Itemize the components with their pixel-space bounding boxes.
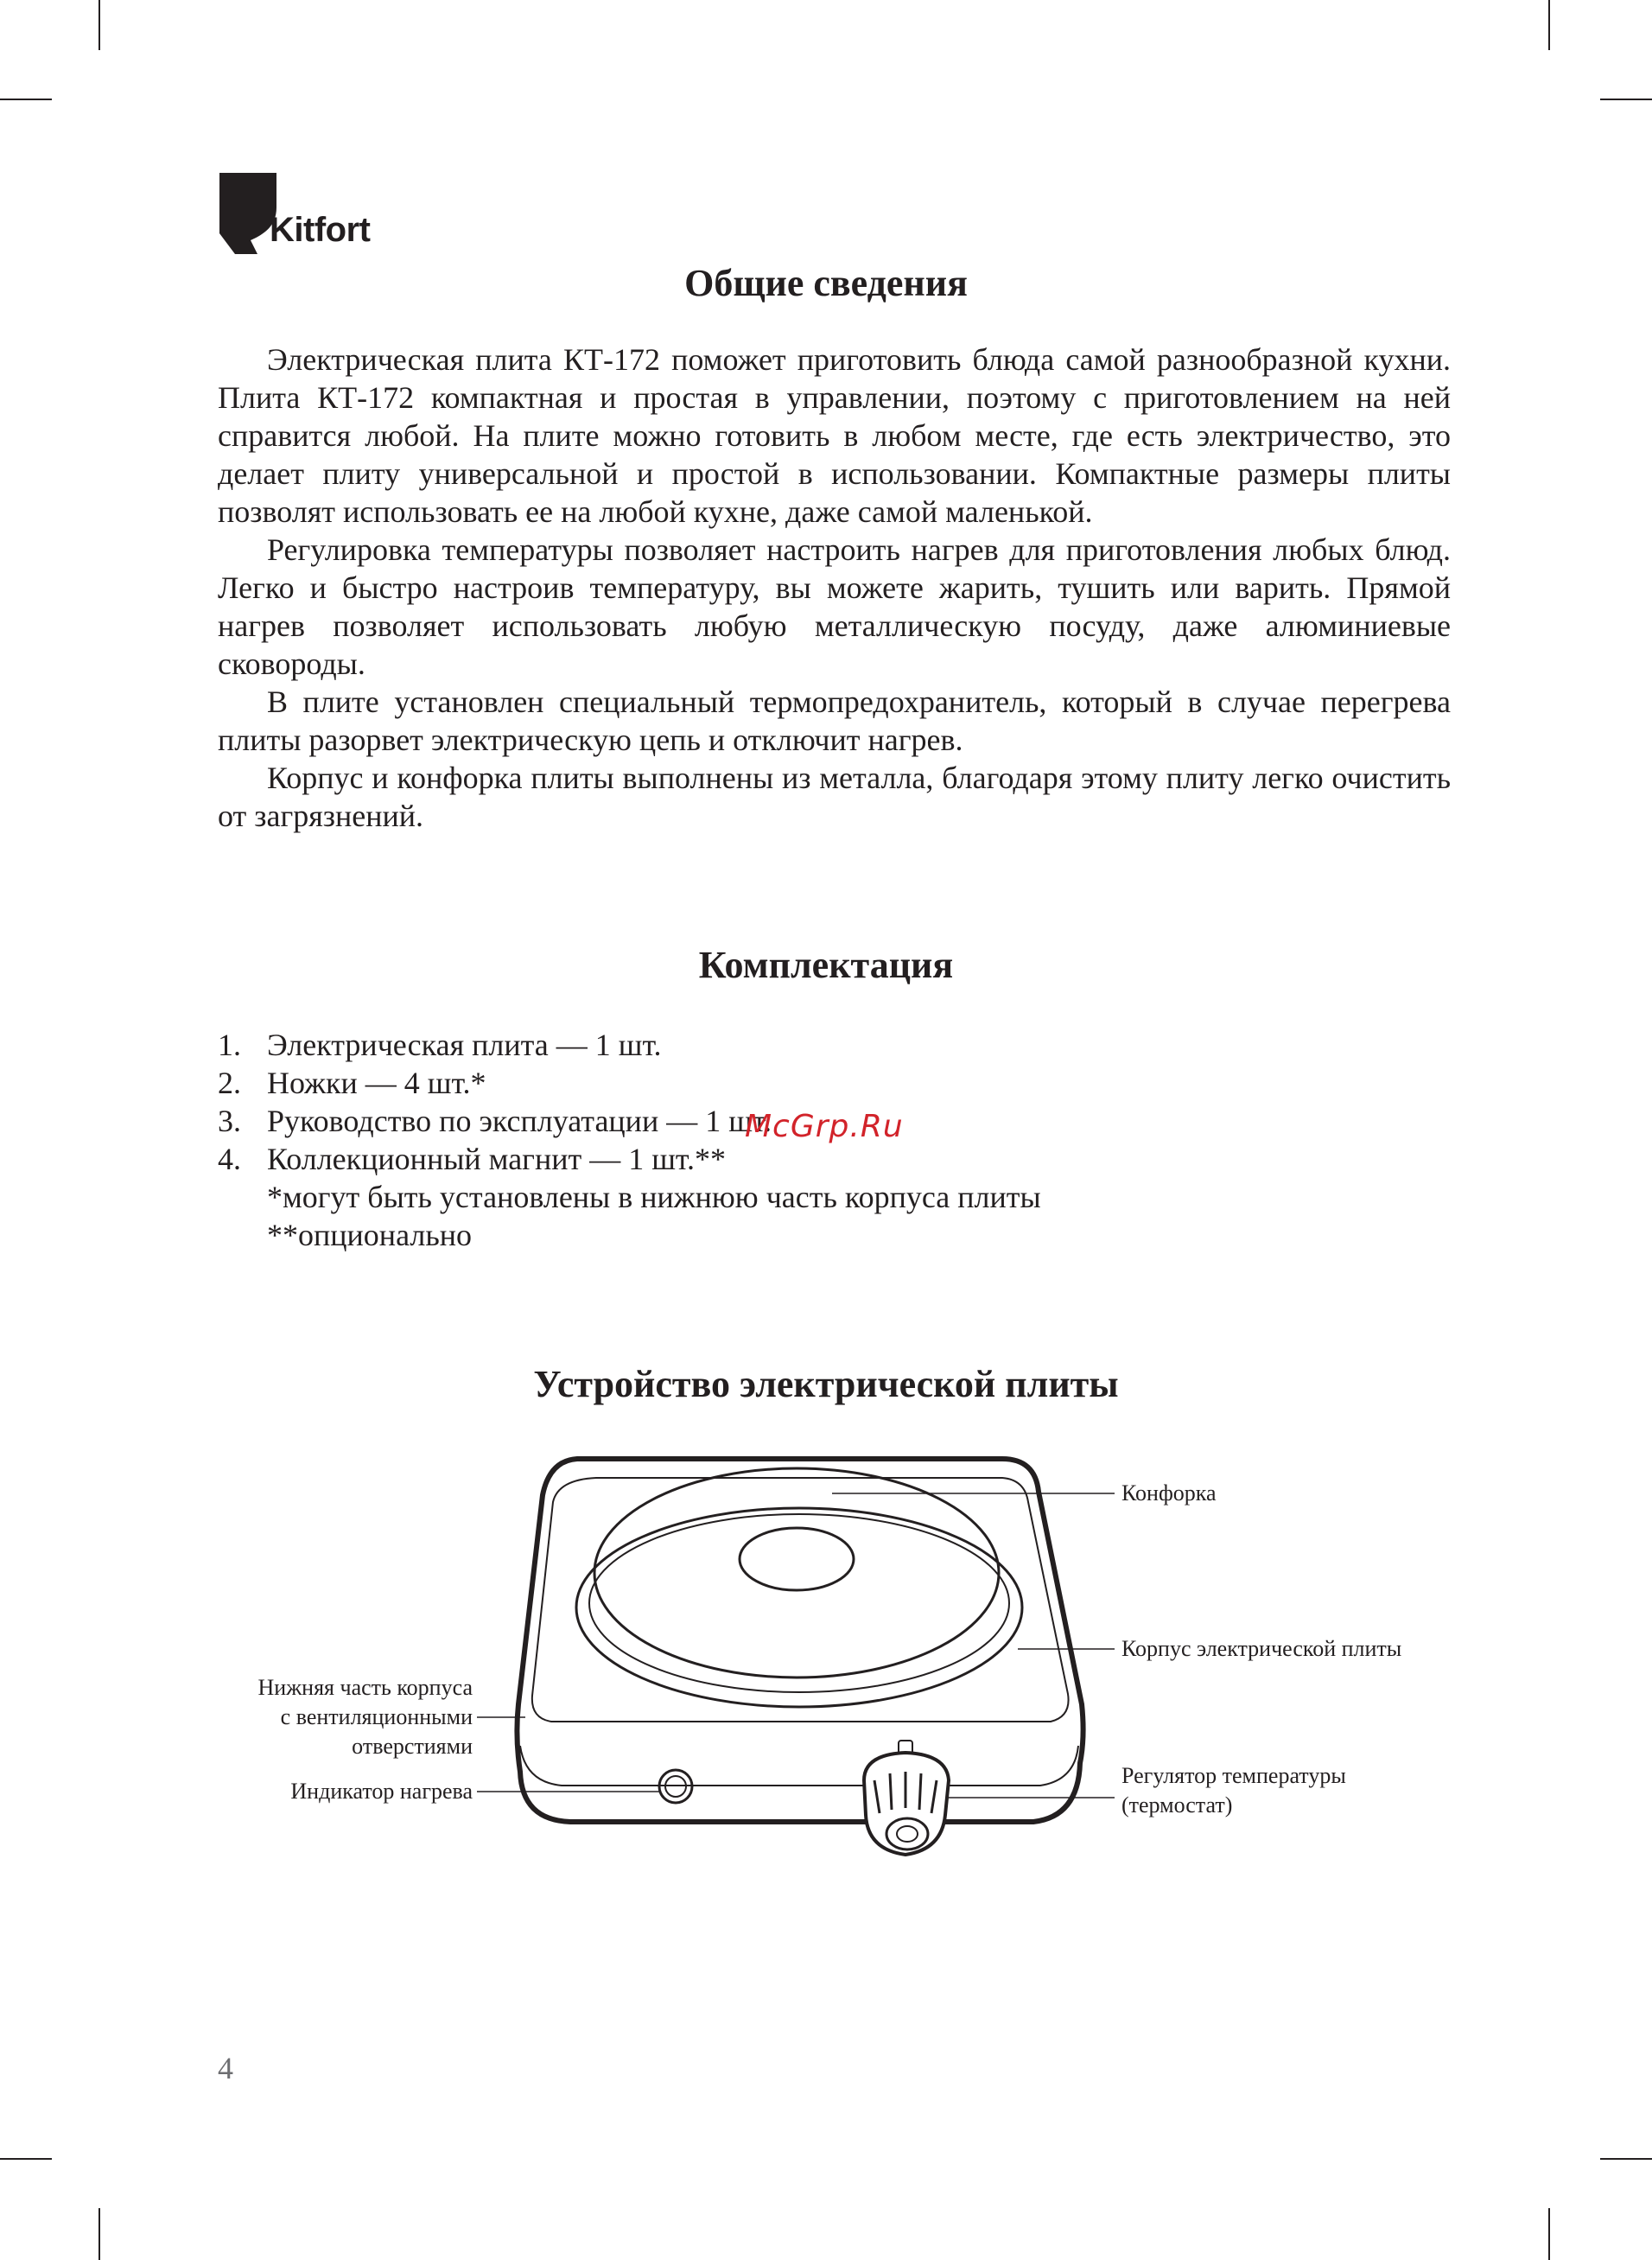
list-item-text: Коллекционный магнит — 1 шт.**	[267, 1142, 726, 1176]
list-item-number: 4.	[218, 1142, 241, 1176]
list-item-text: Руководство по эксплуатации — 1 шт.	[267, 1104, 772, 1138]
label-line: отверстиями	[352, 1734, 473, 1759]
burner-ring	[589, 1514, 1009, 1692]
watermark: McGrp.Ru	[745, 1109, 904, 1144]
crop-mark	[0, 2158, 52, 2160]
list-item-text: Ножки — 4 шт.*	[267, 1066, 486, 1100]
list-item	[218, 1140, 1341, 1178]
general-body	[218, 341, 1451, 835]
crop-mark	[1548, 0, 1550, 50]
crop-mark	[98, 2208, 100, 2260]
list-item-number: 3.	[218, 1104, 241, 1138]
label-stove-body: Корпус электрической плиты	[1121, 1636, 1402, 1661]
label-line: Регулятор температуры	[1121, 1763, 1346, 1788]
list-item	[218, 1064, 1341, 1102]
general-paragraph: В плите установлен специальный термопредохранитель, который в случае перегрева плиты разорвет электрическую цепь и отключит нагрев.	[218, 684, 1451, 757]
crop-mark	[98, 0, 100, 50]
page-number: 4	[218, 2051, 233, 2085]
label-line: Нижняя часть корпуса	[257, 1675, 473, 1700]
brand-name: Kitfort	[270, 211, 371, 249]
burner-outer-ring	[576, 1508, 1022, 1707]
burner-center	[740, 1528, 854, 1590]
general-paragraph: Регулировка температуры позволяет настроить нагрев для приготовления любых блюд. Легко и быстро настроив температуру, вы можете жарить, тушить или варить. Прямой нагрев позволяет использовать любую металлическую посуду, даже алюминиевые сковороды.	[218, 532, 1451, 681]
label-bottom-vents	[173, 1673, 473, 1761]
crop-mark	[0, 99, 52, 100]
label-line: (термостат)	[1121, 1792, 1233, 1818]
list-item-text: Электрическая плита — 1 шт.	[267, 1028, 662, 1062]
footnote: *могут быть установлены в нижнюю часть корпуса плиты	[267, 1180, 1041, 1214]
crop-mark	[1600, 2158, 1652, 2160]
crop-mark	[1600, 99, 1652, 100]
stove-body-outline	[517, 1459, 1083, 1822]
label-burner: Конфорка	[1121, 1480, 1217, 1506]
package-heading: Комплектация	[698, 944, 954, 986]
thermostat-knob-icon	[864, 1741, 949, 1855]
general-paragraph: Электрическая плита КТ-172 поможет приготовить блюда самой разнообразной кухни. Плита КТ-172 компактная и простая в управлении, поэтому с приготовлением на ней справится любой. На плите можно готовить в любом месте, где есть электричество, это делает плиту универсальной и простой в использовании. Компактные размеры плиты позволят использовать ее на любой кухне, даже самой маленькой.	[218, 342, 1451, 529]
label-indicator: Индикатор нагрева	[290, 1779, 473, 1804]
burner-plate	[594, 1468, 999, 1677]
label-thermostat	[1121, 1761, 1346, 1820]
stove-top-plate	[532, 1478, 1069, 1722]
stove-front-edge	[520, 1746, 1078, 1786]
list-item	[218, 1026, 1341, 1064]
general-heading: Общие сведения	[684, 262, 968, 304]
crop-mark	[1548, 2208, 1550, 2260]
heating-indicator-icon	[659, 1770, 692, 1803]
general-paragraph: Корпус и конфорка плиты выполнены из металла, благодаря этому плиту легко очистить от загрязнений.	[218, 761, 1451, 833]
device-heading: Устройство электрической плиты	[533, 1363, 1119, 1405]
list-item-number: 1.	[218, 1028, 241, 1062]
list-item-number: 2.	[218, 1066, 241, 1100]
label-line: с вентиляционными	[280, 1704, 473, 1729]
footnote: **опционально	[267, 1218, 473, 1252]
